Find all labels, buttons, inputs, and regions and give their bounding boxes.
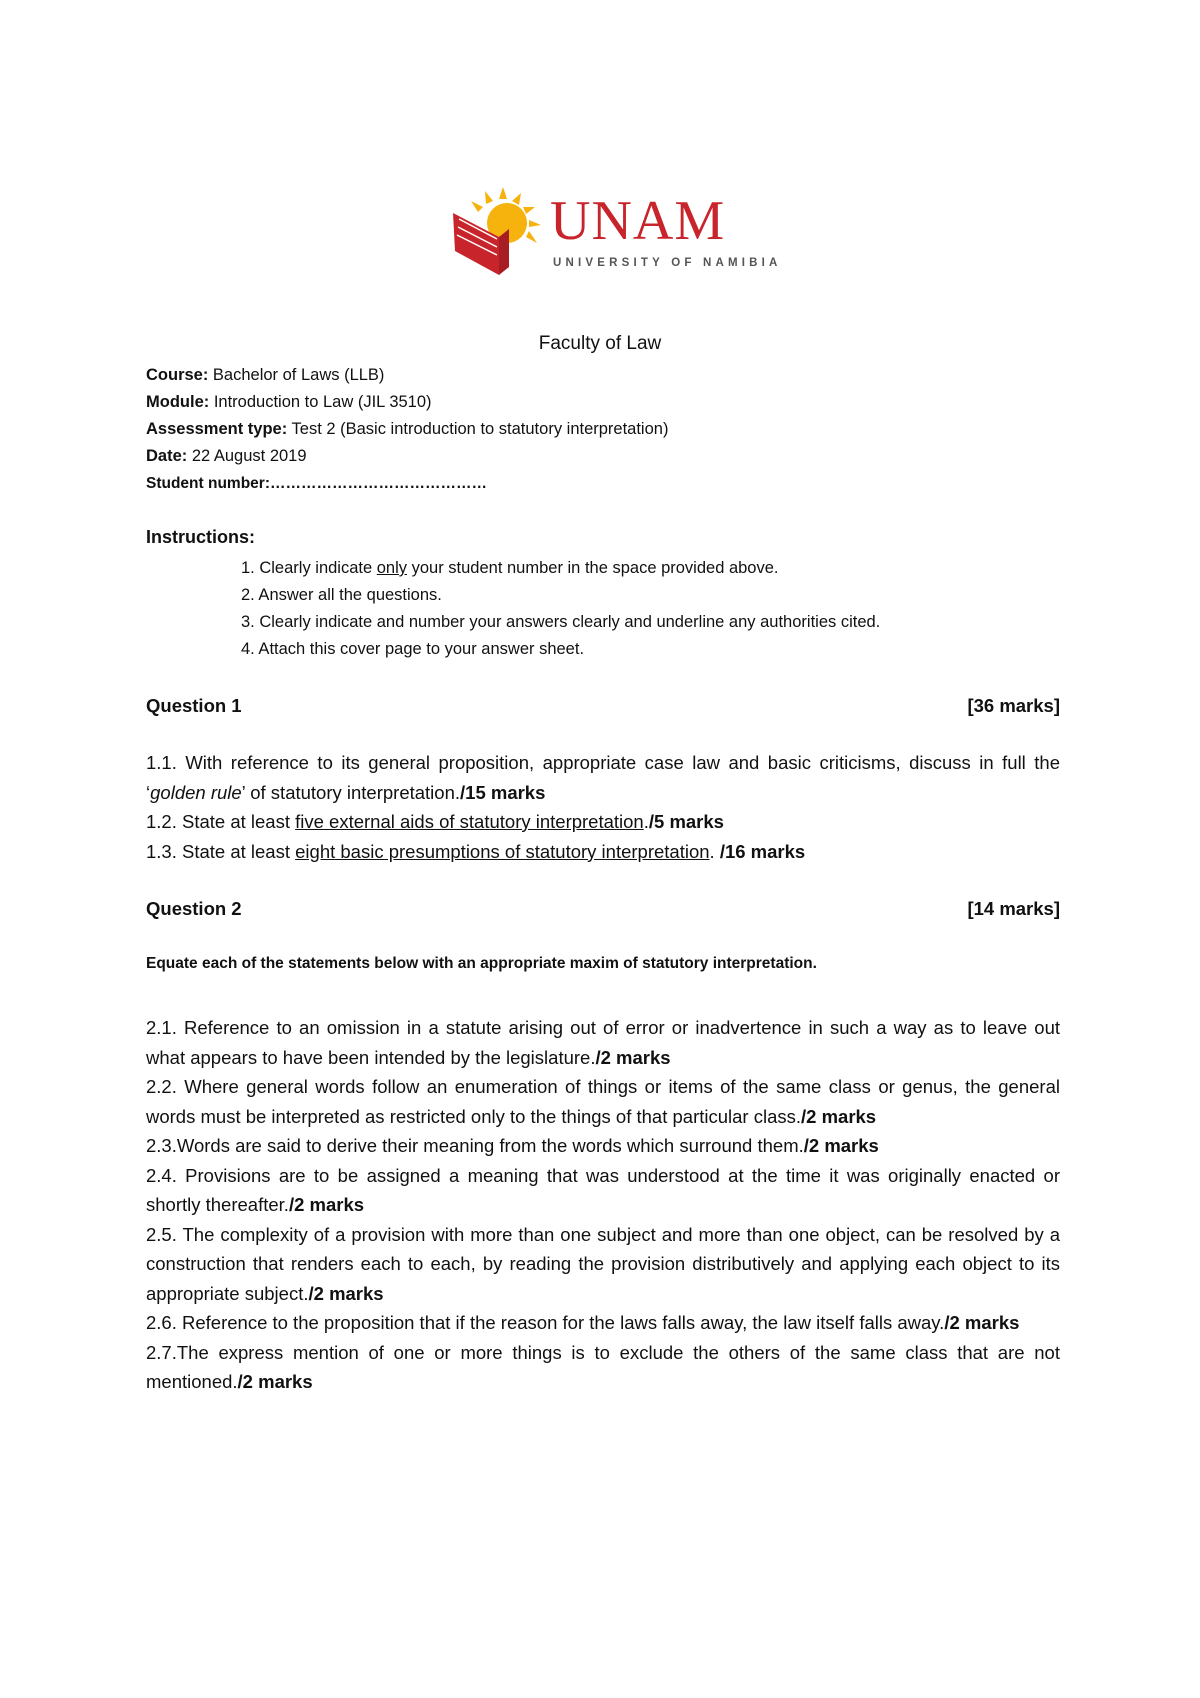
q2-item-text: 2.7.The express mention of one or more things is to exclude the others of the same class that are not mentioned. xyxy=(146,1341,1060,1392)
q2-item-marks: /2 marks xyxy=(288,1194,365,1215)
instruction-item: 3. Clearly indicate and number your answers clearly and underline any authorities cited. xyxy=(241,613,881,631)
question-1-1 xyxy=(146,748,1060,807)
logo-subtitle: UNIVERSITY OF NAMIBIA xyxy=(553,257,782,269)
q2-item-text: 2.4. Provisions are to be assigned a meaning that was understood at the time it was originally enacted or shortly thereafter. xyxy=(146,1164,1060,1215)
date-value: 22 August 2019 xyxy=(187,447,307,465)
question-2-2 xyxy=(146,1072,1060,1131)
question-2-4 xyxy=(146,1161,1060,1220)
date-row xyxy=(146,443,668,470)
unam-logo xyxy=(445,185,782,285)
question-2-6 xyxy=(146,1308,1060,1338)
q2-item-text: 2.2. Where general words follow an enumeration of things or items of the same class or genus, the general words must be interpreted as restricted only to the things of that particular class. xyxy=(146,1076,1060,1127)
question-1-body xyxy=(146,748,1060,866)
assessment-value: Test 2 (Basic introduction to statutory interpretation) xyxy=(287,420,669,438)
instructions-list xyxy=(241,555,880,663)
faculty-title: Faculty of Law xyxy=(538,333,662,354)
q2-item-marks: /2 marks xyxy=(944,1312,1020,1333)
question-2-1 xyxy=(146,1013,1060,1072)
q2-item-text: 2.6. Reference to the proposition that if the reason for the laws falls away, the law itself falls away. xyxy=(146,1312,945,1333)
q1-3-text-end: . xyxy=(709,840,720,862)
question-1-heading xyxy=(146,695,1060,717)
logo-wordmark: UNAM xyxy=(550,190,726,252)
instruction-1-end: your student number in the space provided above. xyxy=(407,559,779,577)
q2-item-marks: /2 marks xyxy=(308,1282,384,1304)
question-2-heading xyxy=(146,898,1060,920)
q2-item-marks: /2 marks xyxy=(595,1046,671,1068)
q2-item-text: 2.1. Reference to an omission in a statute arising out of error or inadvertence in such a way as to leave out what appears to have been intended by the legislature. xyxy=(146,1017,1060,1068)
course-value: Bachelor of Laws (LLB) xyxy=(208,366,385,384)
assessment-label: Assessment type: xyxy=(146,420,288,438)
question-1-3 xyxy=(146,837,1060,867)
q2-item-text: 2.3.Words are said to derive their meaning from the words which surround them. xyxy=(146,1135,804,1156)
student-number-row xyxy=(146,470,668,497)
question-2-marks: [14 marks] xyxy=(967,898,1060,919)
question-2-body xyxy=(146,1013,1060,1397)
instruction-item: 2. Answer all the questions. xyxy=(241,586,442,604)
question-2-3 xyxy=(146,1131,1060,1161)
q2-item-text: 2.5. The complexity of a provision with more than one subject and more than one object, can be resolved by a construction that renders each to each, by reading the provision distributively and applying each object to its appropriate subject. xyxy=(146,1223,1060,1304)
q1-3-underlined: eight basic presumptions of statutory interpretation xyxy=(295,840,710,862)
course-row xyxy=(146,362,668,389)
q1-3-text: 1.3. State at least xyxy=(146,840,296,862)
question-1-marks: [36 marks] xyxy=(967,695,1060,716)
q1-2-underlined: five external aids of statutory interpretation xyxy=(295,811,644,832)
question-1-title: Question 1 xyxy=(146,695,242,716)
instruction-1-underlined: only xyxy=(376,559,408,577)
q1-3-marks: /16 marks xyxy=(719,840,806,862)
q1-1-emphasis: golden rule xyxy=(150,781,242,803)
q1-1-text: 1.1. With reference to its general proposition, appropriate case law and basic criticisms, discuss in full the ‘ xyxy=(146,752,1060,803)
question-2-title: Question 2 xyxy=(146,898,242,919)
instructions-heading: Instructions: xyxy=(146,527,256,547)
q2-item-marks: /2 marks xyxy=(801,1105,877,1127)
q2-item-marks: /2 marks xyxy=(237,1371,313,1392)
question-1-2 xyxy=(146,807,1060,837)
question-2-5 xyxy=(146,1220,1060,1309)
q1-2-text-end: . xyxy=(643,811,649,832)
question-2-instruction: Equate each of the statements below with an appropriate maxim of statutory interpretation. xyxy=(146,955,817,972)
q1-2-text: 1.2. State at least xyxy=(146,811,296,832)
date-label: Date: xyxy=(146,447,188,465)
instruction-1-start: 1. Clearly indicate xyxy=(241,559,377,577)
module-label: Module: xyxy=(146,393,210,411)
q2-item-marks: /2 marks xyxy=(803,1135,879,1156)
instruction-item xyxy=(241,555,880,582)
sun-book-emblem-icon xyxy=(445,185,545,285)
question-2-7 xyxy=(146,1338,1060,1397)
assessment-row xyxy=(146,416,668,443)
student-number-label: Student number: xyxy=(146,475,270,492)
q1-1-marks: /15 marks xyxy=(460,781,546,803)
module-row xyxy=(146,389,668,416)
q1-2-marks: /5 marks xyxy=(648,811,724,832)
module-value: Introduction to Law (JIL 3510) xyxy=(209,393,432,411)
instruction-item: 4. Attach this cover page to your answer sheet. xyxy=(241,640,585,658)
cover-details xyxy=(146,362,668,497)
course-label: Course: xyxy=(146,366,209,384)
q1-1-text-end: ’ of statutory interpretation. xyxy=(241,781,461,803)
student-number-blank: …………………………………… xyxy=(270,475,487,492)
